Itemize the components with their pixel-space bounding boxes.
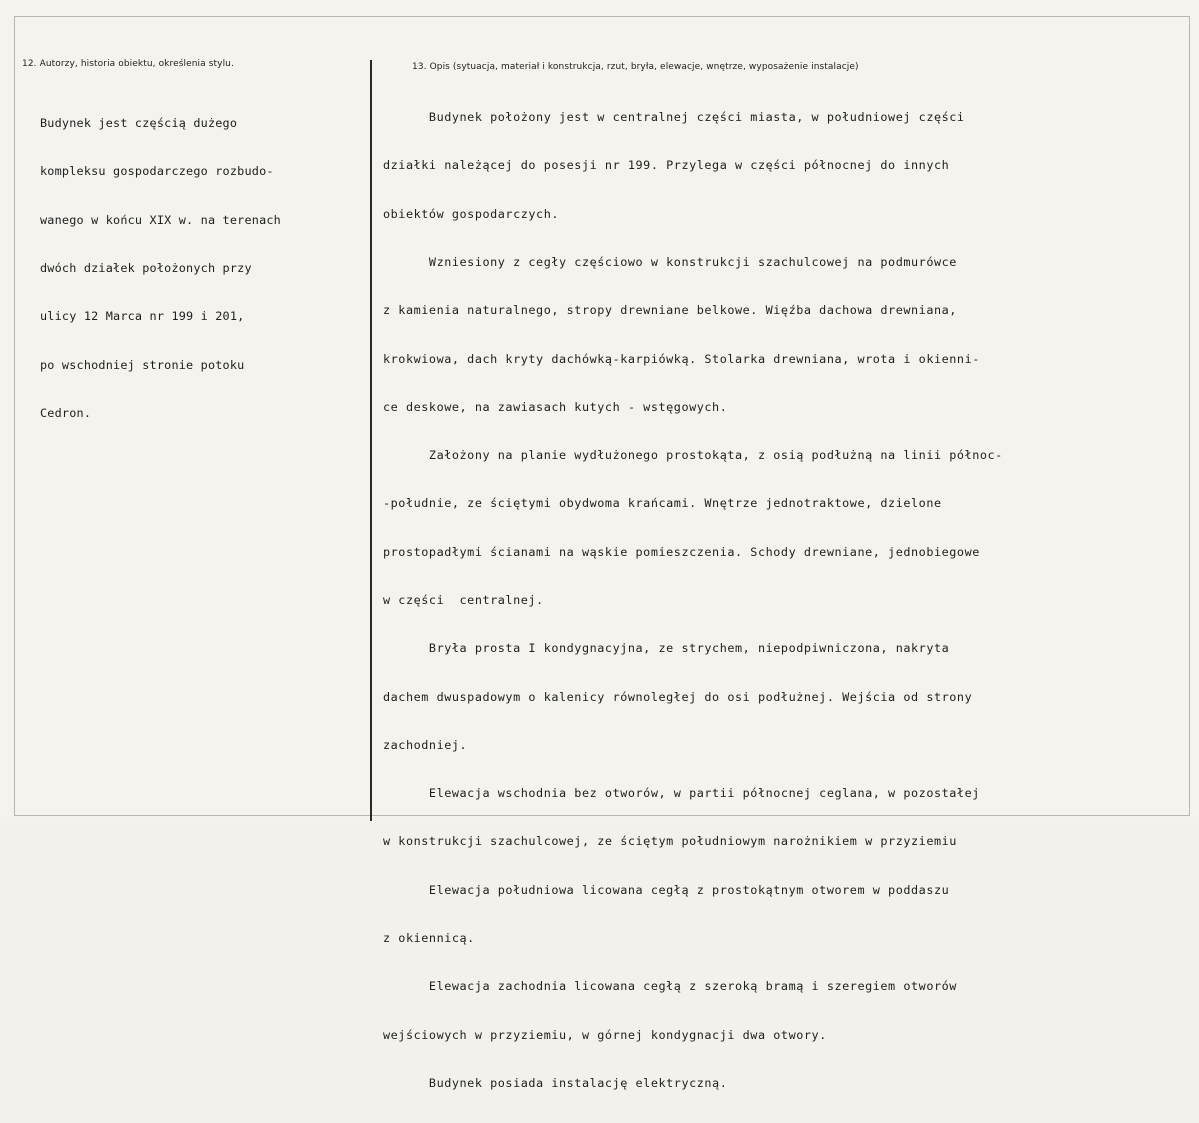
section-13-line: zachodniej. bbox=[383, 737, 468, 752]
section-12-heading: 12. Autorzy, historia obiektu, określenia stylu. bbox=[22, 59, 234, 69]
section-13-line: dachem dwuspadowym o kalenicy równoległej do osi podłużnej. Wejścia od strony bbox=[383, 689, 973, 704]
section-13-line: w części centralnej. bbox=[383, 593, 544, 607]
section-13-line: -południe, ze ściętymi obydwoma krańcami. Wnętrze jednotraktowe, dzielone bbox=[383, 496, 942, 511]
section-13-line: z kamienia naturalnego, stropy drewniane belkowe. Więźba dachowa drewniana, bbox=[383, 303, 957, 318]
section-12-line: po wschodniej stronie potoku bbox=[40, 357, 245, 372]
section-13-line: wejściowych w przyziemiu, w górnej kondygnacji dwa otwory. bbox=[383, 1027, 827, 1042]
section-12-line: wanego w końcu XIX w. na terenach bbox=[40, 212, 281, 227]
section-12-line: ulicy 12 Marca nr 199 i 201, bbox=[40, 309, 245, 324]
section-13-line: obiektów gospodarczych. bbox=[383, 206, 560, 221]
section-13-line: Elewacja wschodnia bez otworów, w partii północnej ceglana, w pozostałej bbox=[383, 786, 980, 801]
section-13-line: działki należącej do posesji nr 199. Przylega w części północnej do innych bbox=[383, 158, 950, 173]
section-13-heading: 13. Opis (sytuacja, materiał i konstrukcja, rzut, bryła, elewacje, wnętrze, wyposażenie instalacje) bbox=[412, 62, 859, 72]
section-13-line: krokwiowa, dach kryty dachówką-karpiówką. Stolarka drewniana, wrota i okienni- bbox=[383, 351, 980, 366]
section-13-line: Elewacja zachodnia licowana cegłą z szeroką bramą i szeregiem otworów bbox=[383, 979, 957, 994]
section-12-line: Cedron. bbox=[40, 405, 92, 420]
section-13-line: prostopadłymi ścianami na wąskie pomieszczenia. Schody drewniane, jednobiegowe bbox=[383, 544, 980, 559]
section-13-line: Wzniesiony z cegły częściowo w konstrukcji szachulcowej na podmurówce bbox=[383, 255, 957, 270]
section-13-line: Budynek położony jest w centralnej części miasta, w południowej części bbox=[383, 110, 965, 125]
section-13-line: Budynek posiada instalację elektryczną. bbox=[383, 1075, 728, 1090]
section-13-line: z okiennicą. bbox=[383, 930, 475, 945]
section-13-line: Elewacja południowa licowana cegłą z prostokątnym otworem w poddaszu bbox=[383, 882, 950, 897]
section-12-typed-text bbox=[40, 83, 281, 453]
section-13-line: Założony na planie wydłużonego prostokąta, z osią podłużną na linii północ- bbox=[383, 448, 1003, 463]
section-13-line: ce deskowe, na zawiasach kutych - wstęgowych. bbox=[383, 399, 728, 414]
section-13-line: Bryła prosta I kondygnacyjna, ze strychem, niepodpiwniczona, nakryta bbox=[383, 641, 950, 656]
section-13-typed-text bbox=[383, 77, 1003, 1123]
column-divider bbox=[370, 60, 372, 821]
section-12-line: dwóch działek położonych przy bbox=[40, 261, 252, 276]
section-12-line: kompleksu gospodarczego rozbudo- bbox=[40, 164, 274, 179]
section-13-line: w konstrukcji szachulcowej, ze ściętym południowym narożnikiem w przyziemiu bbox=[383, 834, 957, 849]
section-12-line: Budynek jest częścią dużego bbox=[40, 116, 238, 131]
